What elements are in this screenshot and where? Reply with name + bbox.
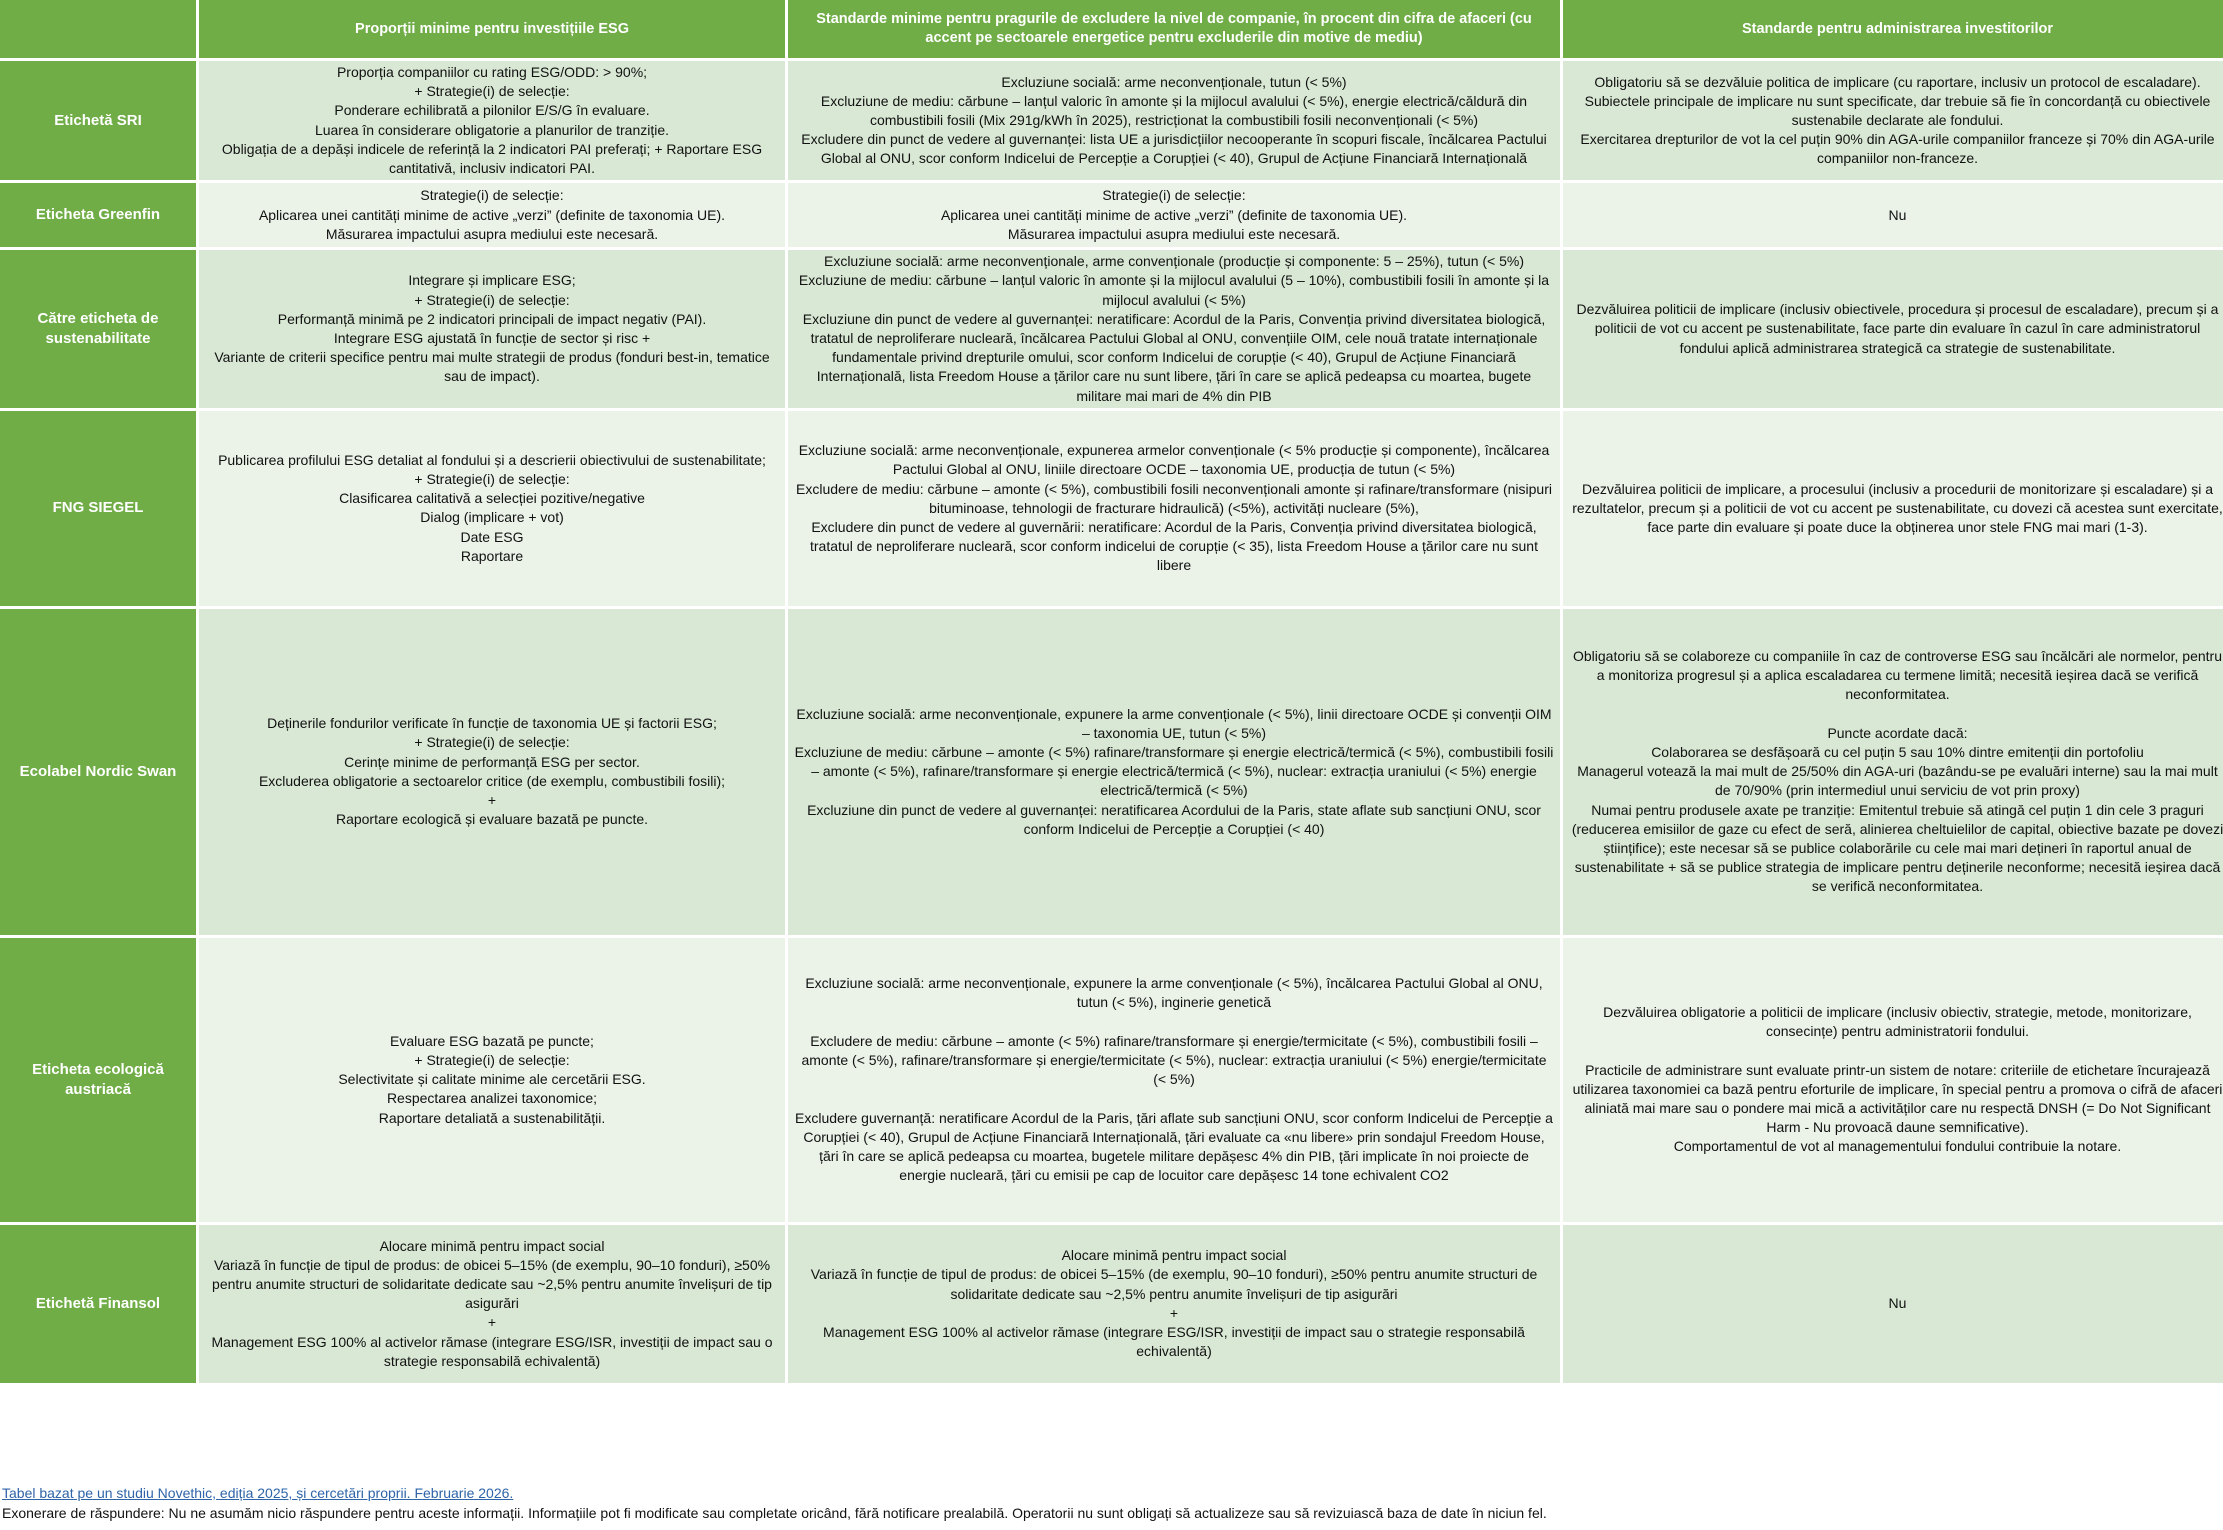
row-label-sri: Etichetă SRI: [0, 61, 196, 180]
cell-stewardship: Dezvăluirea politicii de implicare (inclusiv obiectivele, procedura și procesul de escaladare), precum și a politicii de vot cu accent pe sustenabilitate, face parte din evaluare în cazul în care administratorul fondului aplică administrarea strategică ca strategie de sustenabilitate.: [1563, 250, 2223, 408]
cell-stewardship: Dezvăluirea politicii de implicare, a procesului (inclusiv a procedurii de monitorizare și escaladare) și a rezultatelor, precum și a politicii de vot cu accent pe sustenabilitate, cu dovezi că acestea sunt exercitate, face parte din evaluare și poate duce la obținerea unor stele FNG mai mari (1-3).: [1563, 411, 2223, 606]
footer: [0, 1483, 2223, 1523]
table-row: [0, 938, 2223, 1222]
cell-exclusions: Alocare minimă pentru impact social Variază în funcție de tipul de produs: de obicei 5–15% (de exemplu, 90–10 fonduri), ≥50% pentru anumite structuri de solidaritate dedicate sau ~2,5% pentru anumite învelișuri de tip asigurări + Management ESG 100% al activelor rămase (integrare ESG/ISR, investiții de impact sau o strategie responsabilă echivalentă): [788, 1225, 1560, 1383]
cell-stewardship: Nu: [1563, 183, 2223, 247]
cell-proportions: Strategie(i) de selecție: Aplicarea unei cantități minime de active „verzi” (definite de taxonomia UE). Măsurarea impactului asupra mediului este necesară.: [199, 183, 785, 247]
header-stewardship: Standarde pentru administrarea investitorilor: [1563, 0, 2223, 58]
cell-proportions: Publicarea profilului ESG detaliat al fondului și a descrierii obiectivului de sustenabilitate; + Strategie(i) de selecție: Clasificarea calitativă a selecției pozitive/negative Dialog (implicare + vot) Date ESG Raportare: [199, 411, 785, 606]
cell-exclusions: Excluziune socială: arme neconvenționale, tutun (< 5%) Excluziune de mediu: cărbune – lanțul valoric în amonte și la mijlocul avalului (< 5%), energie electrică/căldură din combustibili fosili (Mix 291g/kWh în 2025), restricționat la combustibili fosili neconvenționali (< 5%) Excludere din punct de vedere al guvernanței: lista UE a jurisdicțiilor necooperante în scopuri fiscale, încălcarea Pactului Global al ONU, scor conform Indicelui de Percepție a Corupției (< 40), Grupul de Acțiune Financiară Internațională: [788, 61, 1560, 180]
cell-stewardship: Obligatoriu să se colaboreze cu companiile în caz de controverse ESG sau încălcări ale normelor, pentru a monitoriza progresul și a aplica escaladarea cu termene limită; necesită ieșirea dacă se verifică neconformitatea. Puncte acordate dacă: Colaborarea se desfășoară cu cel puțin 5 sau 10% dintre emitenții din portofoliu Managerul votează la mai mult de 25/50% din AGA-uri (bazându-se pe evaluări interne) sau la mai mult de 70/90% (prin intermediul unui serviciu de vot prin proxy) Numai pentru produsele axate pe tranziție: Emitentul trebuie să atingă cel puțin 1 din cele 3 praguri (reducerea emisiilor de gaze cu efect de seră, alinierea cheltuielilor de capital, obiective bazate pe dovezi științifice); este necesar să se publice colaborările cu cele mai mari dețineri în raportul anual de sustenabilitate + să se publice strategia de implicare pentru deținerile neconforme; necesită ieșirea dacă se verifică neconformitatea.: [1563, 609, 2223, 935]
table-row: [0, 61, 2223, 180]
cell-stewardship: Obligatoriu să se dezvăluie politica de implicare (cu raportare, inclusiv un protocol de escaladare). Subiectele principale de implicare nu sunt specificate, dar trebuie să fie în concordanță cu obiectivele sustenabile declarate ale fondului. Exercitarea drepturilor de vot la cel puțin 90% din AGA-urile companiilor franceze și 70% din AGA-urile companiilor non-franceze.: [1563, 61, 2223, 180]
cell-exclusions: Strategie(i) de selecție: Aplicarea unei cantități minime de active „verzi” (definite de taxonomia UE). Măsurarea impactului asupra mediului este necesară.: [788, 183, 1560, 247]
row-label-finansol: Etichetă Finansol: [0, 1225, 196, 1383]
cell-exclusions: Excluziune socială: arme neconvenționale, arme convenționale (producție și componente: 5 – 25%), tutun (< 5%) Excluziune de mediu: cărbune – lanțul valoric în amonte și la mijlocul avalului (5 – 10%), combustibili fosili în amonte și la mijlocul avalului (< 5%) Excluziune din punct de vedere al guvernanței: neratificare: Acordul de la Paris, Convenția privind diversitatea biologică, tratatul de neproliferare nucleară, încălcarea Pactului Global al ONU, convențiile OIM, cele nouă tratate internaționale fundamentale privind drepturile omului, scor conform Indicelui de corupție (< 40), Grupul de Acțiune Financiară Internațională, lista Freedom House a țărilor care nu sunt libere, țări în care se aplică pedeapsa cu moartea, bugete militare mai mari de 4% din PIB: [788, 250, 1560, 408]
corner-cell: [0, 0, 196, 58]
table-row: [0, 609, 2223, 935]
header-exclusion-thresholds: Standarde minime pentru pragurile de excludere la nivel de companie, în procent din cifra de afaceri (cu accent pe sectoarele energetice pentru excluderile din motive de mediu): [788, 0, 1560, 58]
cell-exclusions: Excluziune socială: arme neconvenționale, expunere la arme convenționale (< 5%), încălcarea Pactului Global al ONU, tutun (< 5%), inginerie genetică Excludere de mediu: cărbune – amonte (< 5%) rafinare/transformare și energie/termicitate (< 5%), combustibili fosili – amonte (< 5%), rafinare/transformare și energie/termicitate (< 5%), nuclear: extracția uraniului (< 5%) energie/termicitate (< 5%) Excludere guvernanță: neratificare Acordul de la Paris, țări aflate sub sancțiuni ONU, scor conform Indicelui de Percepție a Corupției (< 40), Grupul de Acțiune Financiară Internațională, țări evaluate ca «nu libere» prin sondajul Freedom House, țări în care se aplică pedeapsa cu moartea, bugetele militare depășesc 4% din PIB, țări implicate în noi proiecte de energie nucleară, țări cu emisii pe cap de locuitor care depășesc 14 tone echivalent CO2: [788, 938, 1560, 1222]
cell-exclusions: Excluziune socială: arme neconvenționale, expunerea armelor convenționale (< 5% producție și componente), încălcarea Pactului Global al ONU, liniile directoare OCDE – taxonomia UE, producția de tutun (< 5%) Excludere de mediu: cărbune – amonte (< 5%), combustibili fosili neconvenționali amonte și rafinare/transformare (nisipuri bituminoase, tehnologii de fracturare hidraulică) (<5%), activități nucleare (5%), Excludere din punct de vedere al guvernării: neratificare: Acordul de la Paris, Convenția privind diversitatea biologică, tratatul de neproliferare nucleară, scor conform indicelui de corupție (< 35), lista Freedom House a țărilor care nu sunt libere: [788, 411, 1560, 606]
table-row: [0, 1225, 2223, 1383]
row-label-nordic-swan: Ecolabel Nordic Swan: [0, 609, 196, 935]
cell-exclusions: Excluziune socială: arme neconvenționale, expunere la arme convenționale (< 5%), linii directoare OCDE și convenții OIM – taxonomia UE, tutun (< 5%) Excluziune de mediu: cărbune – amonte (< 5%) rafinare/transformare și energie electrică/termică (< 5%), combustibili fosili – amonte (< 5%), rafinare/transformare și energie electrică/termică (< 5%), nuclear: extracția uraniului (< 5%) energie electrică/termică (< 5%) Excluziune din punct de vedere al guvernanței: neratificarea Acordului de la Paris, state aflate sub sancțiuni ONU, scor conform Indicelui de Percepție a Corupției (< 40): [788, 609, 1560, 935]
table-row: [0, 183, 2223, 247]
table-row: [0, 411, 2223, 606]
header-min-proportions: Proporții minime pentru investițiile ESG: [199, 0, 785, 58]
row-label-towards-sustainability: Către eticheta de sustenabilitate: [0, 250, 196, 408]
cell-proportions: Deținerile fondurilor verificate în funcție de taxonomia UE și factorii ESG; + Strategie(i) de selecție: Cerințe minime de performanță ESG per sector. Excluderea obligatorie a sectoarelor critice (de exemplu, combustibili fosili); + Raportare ecologică și evaluare bazată pe puncte.: [199, 609, 785, 935]
cell-proportions: Proporția companiilor cu rating ESG/ODD: > 90%; + Strategie(i) de selecție: Ponderare echilibrată a pilonilor E/S/G în evaluare. Luarea în considerare obligatorie a planurilor de tranziție. Obligația de a depăși indicele de referință la 2 indicatori PAI preferați; + Raportare ESG cantitativă, inclusiv indicatori PAI.: [199, 61, 785, 180]
row-label-austrian-ecolabel: Eticheta ecologică austriacă: [0, 938, 196, 1222]
cell-stewardship: Nu: [1563, 1225, 2223, 1383]
cell-proportions: Integrare și implicare ESG; + Strategie(i) de selecție: Performanță minimă pe 2 indicatori principali de impact negativ (PAI). Integrare ESG ajustată în funcție de sector și risc + Variante de criterii specifice pentru mai multe strategii de produs (fonduri best-in, tematice sau de impact).: [199, 250, 785, 408]
row-label-fng-siegel: FNG SIEGEL: [0, 411, 196, 606]
source-link[interactable]: Tabel bazat pe un studiu Novethic, ediția 2025, și cercetări proprii. Februarie 2026.: [2, 1485, 514, 1501]
disclaimer: Exonerare de răspundere: Nu ne asumăm nicio răspundere pentru aceste informații. Informațiile pot fi modificate sau completate oricând, fără notificare prealabilă. Operatorii nu sunt obligați să actualizeze sau să revizuiască baza de date în niciun fel.: [2, 1505, 1547, 1521]
header-row: [0, 0, 2223, 58]
cell-stewardship: Dezvăluirea obligatorie a politicii de implicare (inclusiv obiectiv, strategie, metode, monitorizare, consecințe) pentru administratorii fondului. Practicile de administrare sunt evaluate printr-un sistem de notare: criteriile de etichetare încurajează utilizarea taxonomiei ca bază pentru eforturile de implicare, în special pentru a promova o cifră de afaceri aliniată mai mare sau o pondere mai mică a activităților care nu respectă DNSH (= Do Not Significant Harm - Nu provoacă daune semnificative). Comportamentul de vot al managementului fondului contribuie la notare.: [1563, 938, 2223, 1222]
cell-proportions: Alocare minimă pentru impact social Variază în funcție de tipul de produs: de obicei 5–15% (de exemplu, 90–10 fonduri), ≥50% pentru anumite structuri de solidaritate dedicate sau ~2,5% pentru anumite învelișuri de tip asigurări + Management ESG 100% al activelor rămase (integrare ESG/ISR, investiții de impact sau o strategie responsabilă echivalentă): [199, 1225, 785, 1383]
table-row: [0, 250, 2223, 408]
cell-proportions: Evaluare ESG bazată pe puncte; + Strategie(i) de selecție: Selectivitate și calitate minime ale cercetării ESG. Respectarea analizei taxonomice; Raportare detaliată a sustenabilității.: [199, 938, 785, 1222]
row-label-greenfin: Eticheta Greenfin: [0, 183, 196, 247]
